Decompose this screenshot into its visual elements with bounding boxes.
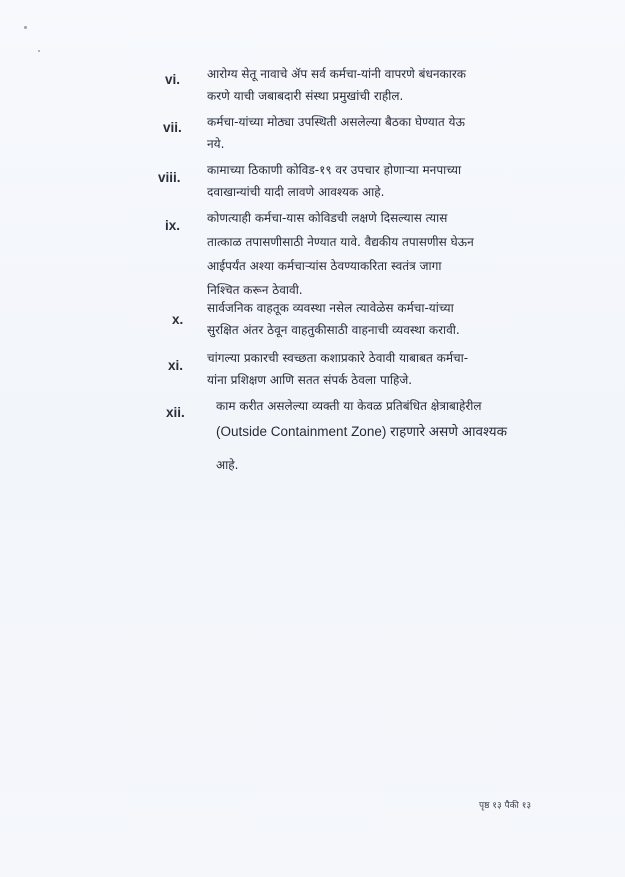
- item-text-line: आहे.: [216, 458, 239, 472]
- item-text-line: तात्काळ तपासणीसाठी नेण्यात यावे. वैद्यकीय तपासणीस घेऊन: [207, 235, 474, 249]
- page-number: पृष्ठ १३ पैकी १३: [479, 801, 532, 811]
- item-text-line: कर्मचा-यांच्या मोठ्या उपस्थिती असलेल्या बैठका घेण्यात येऊ: [207, 115, 465, 129]
- item-number: ix.: [165, 218, 181, 233]
- item-number: xi.: [168, 358, 184, 373]
- item-number: viii.: [158, 170, 181, 185]
- item-text-line: सुरक्षित अंतर ठेवून वाहतुकीसाठी वाहनाची व्यवस्था करावी.: [207, 323, 460, 337]
- item-text-line: कामाच्या ठिकाणी कोविड-१९ वर उपचार होणाऱ्या मनपाच्या: [207, 163, 462, 177]
- item-text-line: करणे याची जबाबदारी संस्था प्रमुखांची राहील.: [207, 89, 404, 103]
- scan-speck: [24, 26, 27, 29]
- item-text-line: कोणत्याही कर्मचा-यास कोविडची लक्षणे दिसल्यास त्यास: [207, 211, 448, 225]
- item-number: x.: [172, 312, 184, 327]
- item-number: xii.: [166, 405, 185, 420]
- item-text-line: चांगल्या प्रकारची स्वच्छता कशाप्रकारे ठेवावी याबाबत कर्मचा-: [207, 351, 469, 365]
- item-number: vii.: [163, 120, 182, 135]
- item-text-line: काम करीत असलेल्या व्यक्ती या केवळ प्रतिबंधित क्षेत्राबाहेरील: [216, 399, 482, 413]
- item-text-line: निश्चित करून ठेवावी.: [207, 283, 303, 297]
- item-text-line: दवाखान्यांची यादी लावणे आवश्यक आहे.: [207, 185, 385, 199]
- item-number: vi.: [165, 72, 181, 87]
- item-text-line: सार्वजनिक वाहतूक व्यवस्था नसेल त्यावेळेस कर्मचा-यांच्या: [207, 301, 454, 315]
- scan-speck: [38, 50, 40, 52]
- item-text-line: आरोग्य सेतू नावाचे ॲप सर्व कर्मचा-यांनी वापरणे बंधनकारक: [207, 67, 467, 81]
- item-text-line: (Outside Containment Zone) राहणारे असणे आवश्यक: [216, 424, 507, 439]
- item-text-line: आईपर्यंत अश्या कर्मचाऱ्यांस ठेवण्याकरिता स्वतंत्र जागा: [207, 259, 442, 273]
- item-text-line: यांना प्रशिक्षण आणि सतत संपर्क ठेवला पाहिजे.: [207, 373, 413, 387]
- item-text-line: नये.: [207, 137, 225, 151]
